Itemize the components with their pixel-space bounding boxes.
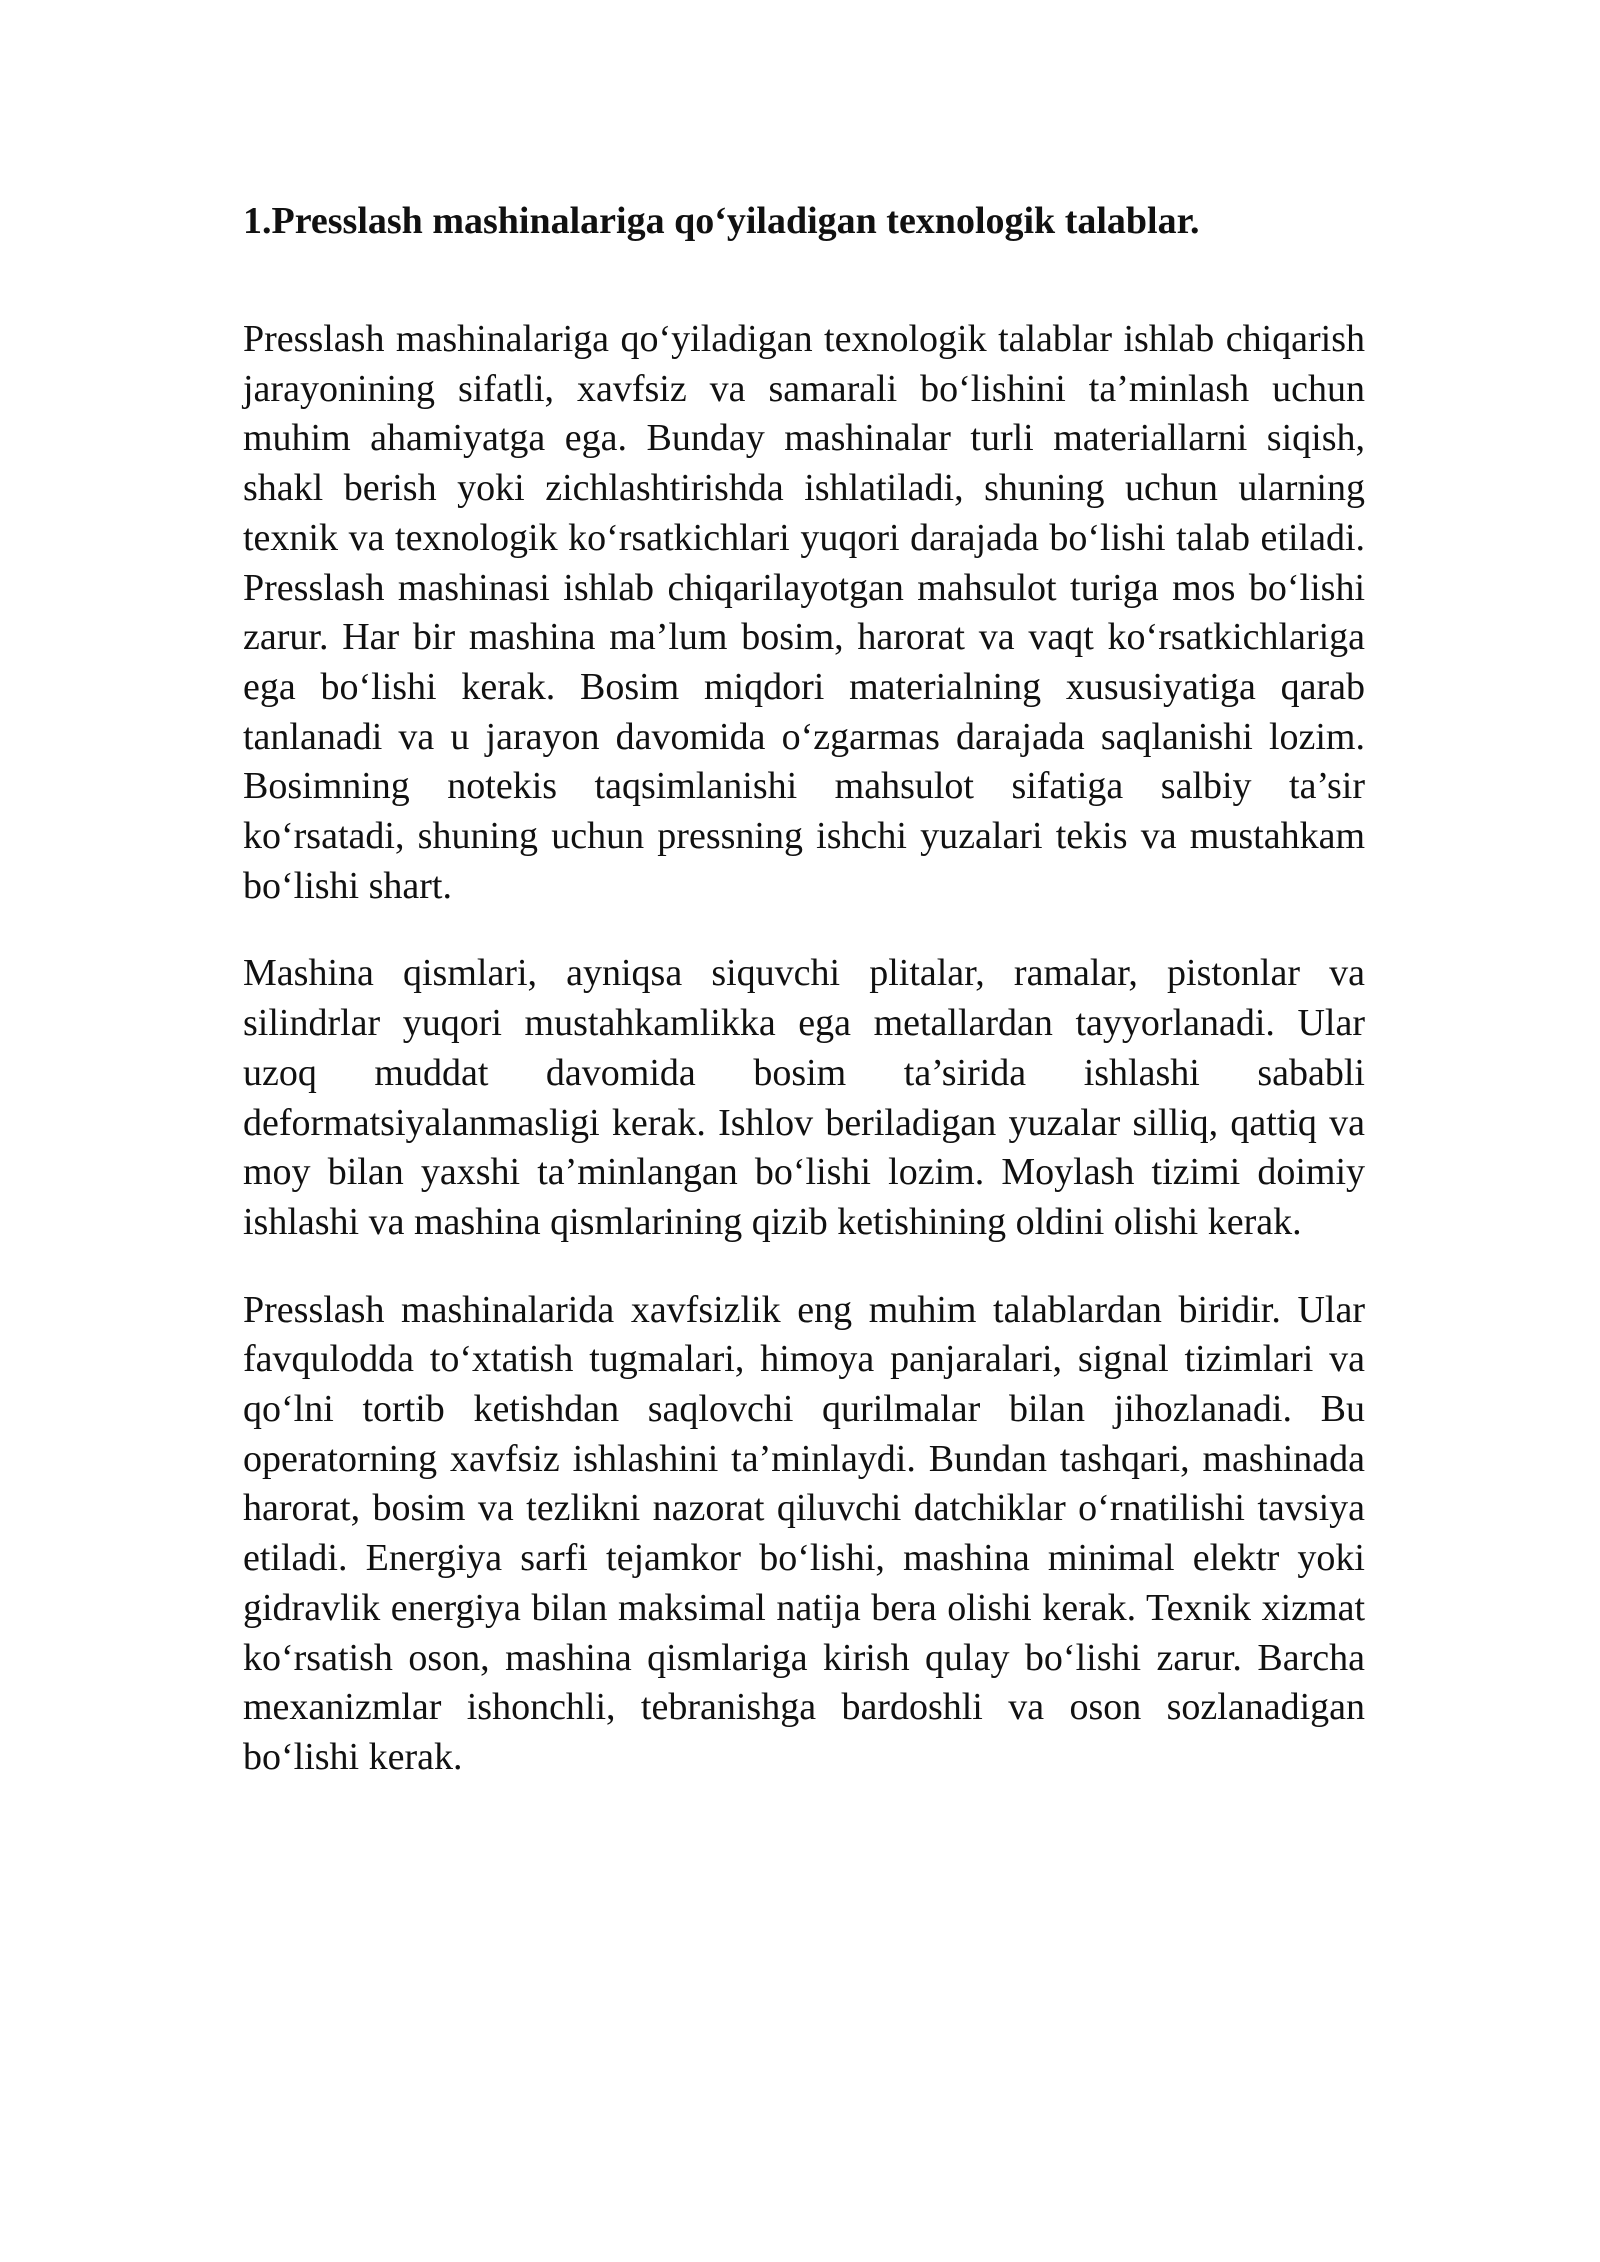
paragraph-safety: Presslash mashinalarida xavfsizlik eng muhim talablardan biridir. Ular favqulodda to‘xtatish tugmalari, himoya panjaralari, signal tizimlari va qo‘lni tortib ketishdan saqlovchi qurilmalar bilan jihozlanadi. Bu operatorning xavfsiz ishlashini ta’minlaydi. Bundan tashqari, mashinada harorat, bosim va tezlikni nazorat qiluvchi datchiklar o‘rnatilishi tavsiya etiladi. Energiya sarfi tejamkor bo‘lishi, mashina minimal elektr yoki gidravlik energiya bilan maksimal natija bera olishi kerak. Texnik xizmat ko‘rsatish oson, mashina qismlariga kirish qulay bo‘lishi zarur. Barcha mexanizmlar ishonchli, tebranishga bardoshli va oson sozlanadigan bo‘lishi kerak. (243, 1288, 1365, 1778)
document-body (243, 196, 1365, 1783)
document-title: 1.Presslash mashinalariga qo‘yiladigan texnologik talablar. (243, 200, 1200, 242)
paragraph-requirements-intro: Presslash mashinalariga qo‘yiladigan texnologik talablar ishlab chiqarish jarayonining sifatli, xavfsiz va samarali bo‘lishini ta’minlash uchun muhim ahamiyatga ega. Bunday mashinalar turli materiallarni siqish, shakl berish yoki zichlashtirishda ishlatiladi, shuning uchun ularning texnik va texnologik ko‘rsatkichlari yuqori darajada bo‘lishi talab etiladi. Presslash mashinasi ishlab chiqarilayotgan mahsulot turiga mos bo‘lishi zarur. Har bir mashina ma’lum bosim, harorat va vaqt ko‘rsatkichlariga ega bo‘lishi kerak. Bosim miqdori materialning xususiyatiga qarab tanlanadi va u jarayon davomida o‘zgarmas darajada saqlanishi lozim. Bosimning notekis taqsimlanishi mahsulot sifatiga salbiy ta’sir ko‘rsatadi, shuning uchun pressning ishchi yuzalari tekis va mustahkam bo‘lishi shart. (243, 318, 1365, 907)
paragraph-machine-parts: Mashina qismlari, ayniqsa siquvchi plitalar, ramalar, pistonlar va silindrlar yuqori mustahkamlikka ega metallardan tayyorlanadi. Ular uzoq muddat davomida bosim ta’sirida ishlashi sababli deformatsiyalanmasligi kerak. Ishlov beriladigan yuzalar silliq, qattiq va moy bilan yaxshi ta’minlangan bo‘lishi lozim. Moylash tizimi doimiy ishlashi va mashina qismlarining qizib ketishining oldini olishi kerak. (243, 952, 1365, 1243)
